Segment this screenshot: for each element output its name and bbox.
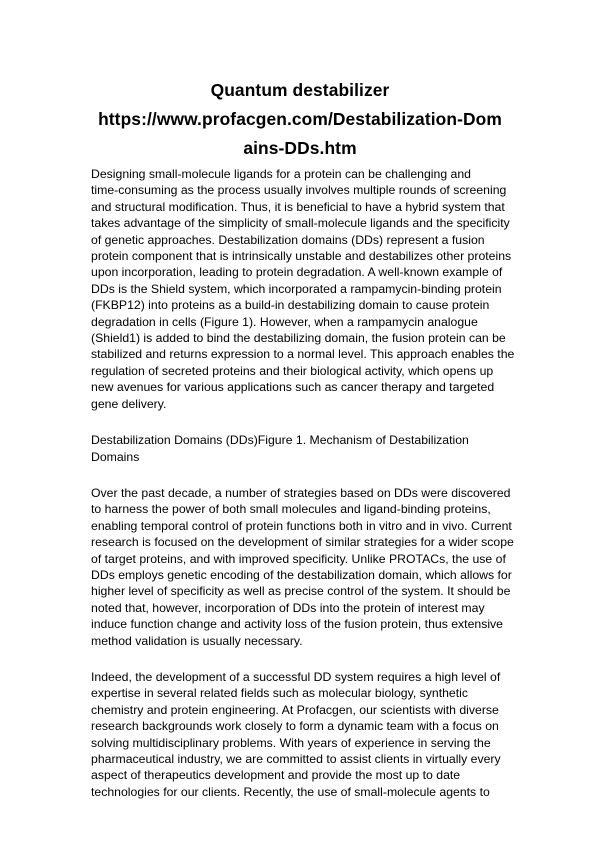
- document-title: [70, 76, 530, 163]
- paragraph-line: gene delivery.: [91, 396, 167, 411]
- title-line: https://www.profacgen.com/Destabilization-Dom: [98, 109, 502, 129]
- title-line: ains-DDs.htm: [243, 138, 357, 158]
- paragraph-line: protein component that is intrinsically unstable and destabilizes other proteins: [91, 249, 512, 264]
- paragraph-line: noted that, however, incorporation of DDs into the protein of interest may: [91, 600, 485, 615]
- paragraph-line: research is focused on the development of similar strategies for a wider scope: [91, 535, 514, 550]
- paragraph-line: regulation of secreted proteins and their biological activity, which opens up: [91, 363, 494, 378]
- paragraph-line: of target proteins, and with improved specificity. Unlike PROTACs, the use of: [91, 551, 506, 566]
- paragraph-line: technologies for our clients. Recently, the use of small-molecule agents to: [91, 784, 490, 799]
- paragraph-line: pharmaceutical industry, we are committed to assist clients in virtually every: [91, 752, 501, 766]
- paragraph-line: Over the past decade, a number of strategies based on DDs were discovered: [91, 485, 511, 500]
- paragraph-line: induce function change and activity loss of the fusion protein, thus extensive: [91, 617, 503, 632]
- paragraph-line: to harness the power of both small molecules and ligand-binding proteins,: [91, 502, 491, 517]
- paragraph-line: expertise in several related fields such as molecular biology, synthetic: [91, 686, 468, 701]
- document-body: [91, 166, 531, 820]
- paragraph-line: method validation is usually necessary.: [91, 633, 303, 648]
- paragraph-line: DDs employs genetic encoding of the destabilization domain, which allows for: [91, 567, 512, 582]
- paragraph-line: Indeed, the development of a successful DD system requires a high level of: [91, 669, 501, 684]
- title-line: Quantum destabilizer: [210, 80, 390, 100]
- paragraph-line: solving multidisciplinary problems. With years of experience in serving the: [91, 735, 491, 750]
- paragraph-line: new avenues for various applications such as cancer therapy and targeted: [91, 380, 495, 395]
- paragraph-line: chemistry and protein engineering. At Profacgen, our scientists with diverse: [91, 702, 499, 717]
- paragraph-line: of genetic approaches. Destabilization domains (DDs) represent a fusion: [91, 232, 485, 247]
- paragraph-line: higher level of specificity as well as precise control of the system. It should be: [91, 584, 511, 599]
- paragraph-line: upon incorporation, leading to protein degradation. A well-known example of: [91, 265, 503, 280]
- paragraph-line: Destabilization Domains (DDs)Figure 1. Mechanism of Destabilization: [91, 433, 469, 448]
- paragraph-line: aspect of therapeutics development and provide the most up to date: [91, 768, 461, 783]
- paragraph-line: and structural modification. Thus, it is beneficial to have a hybrid system that: [91, 199, 505, 214]
- body-paragraph: [91, 166, 531, 412]
- paragraph-line: (Shield1) is added to bind the destabilizing domain, the fusion protein can be: [91, 331, 506, 346]
- paragraph-line: research backgrounds work closely to form a dynamic team with a focus on: [91, 719, 499, 734]
- body-paragraph: [91, 432, 531, 465]
- paragraph-line: Domains: [91, 449, 140, 464]
- body-paragraph: [91, 485, 531, 649]
- paragraph-line: degradation in cells (Figure 1). However, when a rampamycin analogue: [91, 314, 478, 329]
- paragraph-line: time-consuming as the process usually involves multiple rounds of screening: [91, 183, 507, 198]
- paragraph-line: takes advantage of the simplicity of small-molecule ligands and the specificity: [91, 216, 510, 231]
- paragraph-line: stabilized and returns expression to a normal level. This approach enables the: [91, 347, 515, 362]
- paragraph-line: (FKBP12) into proteins as a build-in destabilizing domain to cause protein: [91, 298, 490, 313]
- body-paragraph: [91, 669, 531, 800]
- paragraph-line: DDs is the Shield system, which incorporated a rampamycin-binding protein: [91, 281, 502, 296]
- paragraph-line: Designing small-molecule ligands for a protein can be challenging and: [91, 167, 471, 181]
- paragraph-line: enabling temporal control of protein functions both in vitro and in vivo. Current: [91, 518, 512, 533]
